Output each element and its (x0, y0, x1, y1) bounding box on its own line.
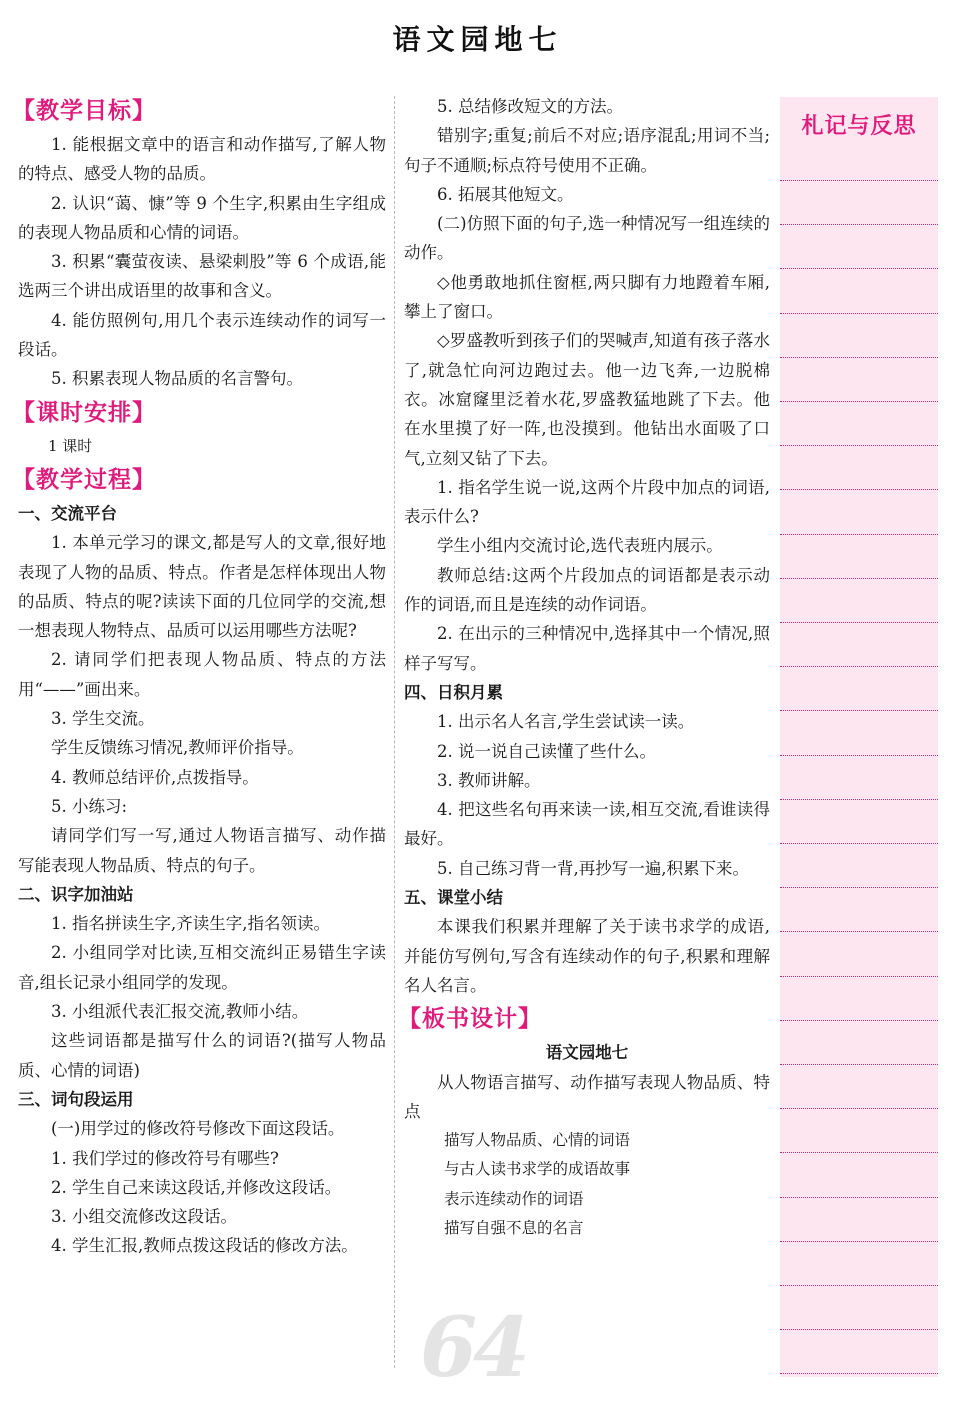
paragraph: 这些词语都是描写什么的词语?(描写人物品质、心情的词语) (18, 1031, 386, 1080)
note-line (780, 931, 938, 932)
paragraph: 5. 自己练习背一背,再抄写一遍,积累下来。 (437, 858, 749, 878)
goal-item: 2. 认识“蔼、慷”等 9 个生字,积累由生字组成的表现人物品质和心情的词语。 (18, 193, 386, 242)
note-line (780, 1373, 938, 1374)
note-line (780, 799, 938, 800)
note-line (780, 268, 938, 269)
schedule-text: 1 课时 (48, 436, 93, 455)
section-title-summary: 五、课堂小结 (404, 888, 503, 908)
note-line (780, 534, 938, 535)
note-line (780, 1241, 938, 1242)
paragraph: 3. 教师讲解。 (437, 770, 541, 790)
process-heading: 【教学过程】 (12, 466, 156, 493)
note-line (780, 1197, 938, 1198)
paragraph: 1. 指名拼读生字,齐读生字,指名领读。 (51, 914, 330, 934)
middle-column (398, 92, 770, 1243)
board-title: 语文园地七 (545, 1043, 629, 1063)
board-design-heading: 【板书设计】 (398, 1006, 542, 1033)
paragraph: 5. 总结修改短文的方法。 (437, 97, 623, 116)
paragraph: 1. 我们学过的修改符号有哪些? (51, 1148, 279, 1168)
paragraph: 学生小组内交流讨论,选代表班内展示。 (437, 536, 723, 556)
page-title: 语文园地七 (392, 23, 563, 56)
paragraph: 1. 本单元学习的课文,都是写人的文章,很好地表现了人物的品质、特点。作者是怎样体现出人物的品质、特点的呢?读读下面的几位同学的交流,想一想表现人物特点、品质可以运用哪些方法呢? (18, 533, 386, 641)
column-divider (394, 96, 395, 1368)
note-line (780, 489, 938, 490)
schedule-heading: 【课时安排】 (12, 399, 156, 426)
page-number: 64 (420, 1300, 527, 1396)
example-sentence: ◇他勇敢地抓住窗框,两只脚有力地蹬着车厢,攀上了窗口。 (404, 272, 770, 322)
note-line (780, 1285, 938, 1286)
note-line (780, 1064, 938, 1065)
note-line (780, 1329, 938, 1330)
note-line (780, 666, 938, 667)
paragraph: 本课我们积累并理解了关于读书求学的成语,并能仿写例句,写含有连续动作的句子,积累和理解名人名言。 (404, 917, 770, 995)
section-title-exchange: 一、交流平台 (18, 503, 117, 523)
section-title-usage: 三、词句段运用 (18, 1089, 134, 1109)
paragraph: 2. 小组同学对比读,互相交流纠正易错生字读音,组长记录小组同学的发现。 (18, 943, 386, 992)
section-title-literacy: 二、识字加油站 (18, 884, 134, 904)
paragraph: 学生反馈练习情况,教师评价指导。 (51, 738, 304, 758)
note-line (780, 180, 938, 181)
section-title-accumulate: 四、日积月累 (404, 682, 503, 702)
note-line (780, 401, 938, 402)
note-line (780, 887, 938, 888)
paragraph: 错别字;重复;前后不对应;语序混乱;用词不当;句子不通顺;标点符号使用不正确。 (404, 126, 770, 175)
note-line (780, 1020, 938, 1021)
note-line (780, 357, 938, 358)
paragraph: 3. 小组派代表汇报交流,教师小结。 (51, 1002, 309, 1022)
left-column (12, 92, 386, 1261)
note-line (780, 445, 938, 446)
paragraph: 1. 指名学生说一说,这两个片段中加点的词语,表示什么? (404, 477, 770, 527)
note-line (780, 1108, 938, 1109)
goal-item: 1. 能根据文章中的语言和动作描写,了解人物的特点、感受人物的品质。 (18, 135, 386, 184)
note-line (780, 976, 938, 977)
goal-item: 4. 能仿照例句,用几个表示连续动作的词写一段话。 (18, 310, 386, 360)
paragraph: 1. 出示名人名言,学生尝试读一读。 (437, 712, 695, 732)
paragraph: 教师总结:这两个片段加点的词语都是表示动作的词语,而且是连续的动作词语。 (404, 565, 770, 615)
paragraph: 2. 在出示的三种情况中,选择其中一个情况,照样子写写。 (404, 624, 770, 673)
paragraph: 6. 拓展其他短文。 (437, 184, 574, 204)
example-sentence: ◇罗盛教听到孩子们的哭喊声,知道有孩子落水了,就急忙向河边跑过去。他一边飞奔,一边脱棉衣。冰窟窿里泛着水花,罗盛教猛地跳了下去。他在水里摸了好一阵,也没摸到。他钻出水面吸了口气,立刻又钻了下去。 (404, 331, 770, 468)
goal-item: 3. 积累“囊萤夜读、悬梁刺股”等 6 个成语,能选两三个讲出成语里的故事和含义。 (18, 252, 386, 301)
board-line: 描写自强不息的名言 (444, 1218, 584, 1237)
board-line: 从人物语言描写、动作描写表现人物品质、特点 (404, 1072, 770, 1121)
board-line: 描写人物品质、心情的词语 (444, 1131, 631, 1150)
paragraph: 3. 学生交流。 (51, 709, 155, 729)
paragraph: 3. 小组交流修改这段话。 (51, 1207, 237, 1227)
notes-panel (780, 97, 938, 1377)
paragraph: 2. 请同学们把表现人物品质、特点的方法用“——”画出来。 (18, 650, 386, 699)
paragraph: 2. 说一说自己读懂了些什么。 (437, 741, 656, 761)
paragraph: 请同学们写一写,通过人物语言描写、动作描写能表现人物品质、特点的句子。 (18, 826, 386, 875)
goal-item: 5. 积累表现人物品质的名言警句。 (51, 369, 303, 389)
note-line (780, 578, 938, 579)
note-line (780, 1152, 938, 1153)
paragraph: 4. 学生汇报,教师点拨这段话的修改方法。 (51, 1236, 358, 1256)
board-line: 表示连续动作的词语 (444, 1189, 584, 1208)
note-line (780, 710, 938, 711)
board-line: 与古人读书求学的成语故事 (444, 1160, 631, 1179)
paragraph: 4. 把这些名句再来读一读,相互交流,看谁读得最好。 (404, 800, 770, 849)
teaching-goals-heading: 【教学目标】 (12, 98, 156, 124)
note-line (780, 755, 938, 756)
paragraph: (二)仿照下面的句子,选一种情况写一组连续的动作。 (404, 214, 770, 263)
note-line (780, 843, 938, 844)
paragraph: (一)用学过的修改符号修改下面这段话。 (51, 1119, 345, 1139)
note-line (780, 313, 938, 314)
paragraph: 5. 小练习: (51, 796, 128, 816)
paragraph: 4. 教师总结评价,点拨指导。 (51, 767, 259, 787)
note-line (780, 622, 938, 623)
note-line (780, 224, 938, 225)
notes-title: 札记与反思 (801, 114, 917, 139)
paragraph: 2. 学生自己来读这段话,并修改这段话。 (51, 1177, 342, 1197)
